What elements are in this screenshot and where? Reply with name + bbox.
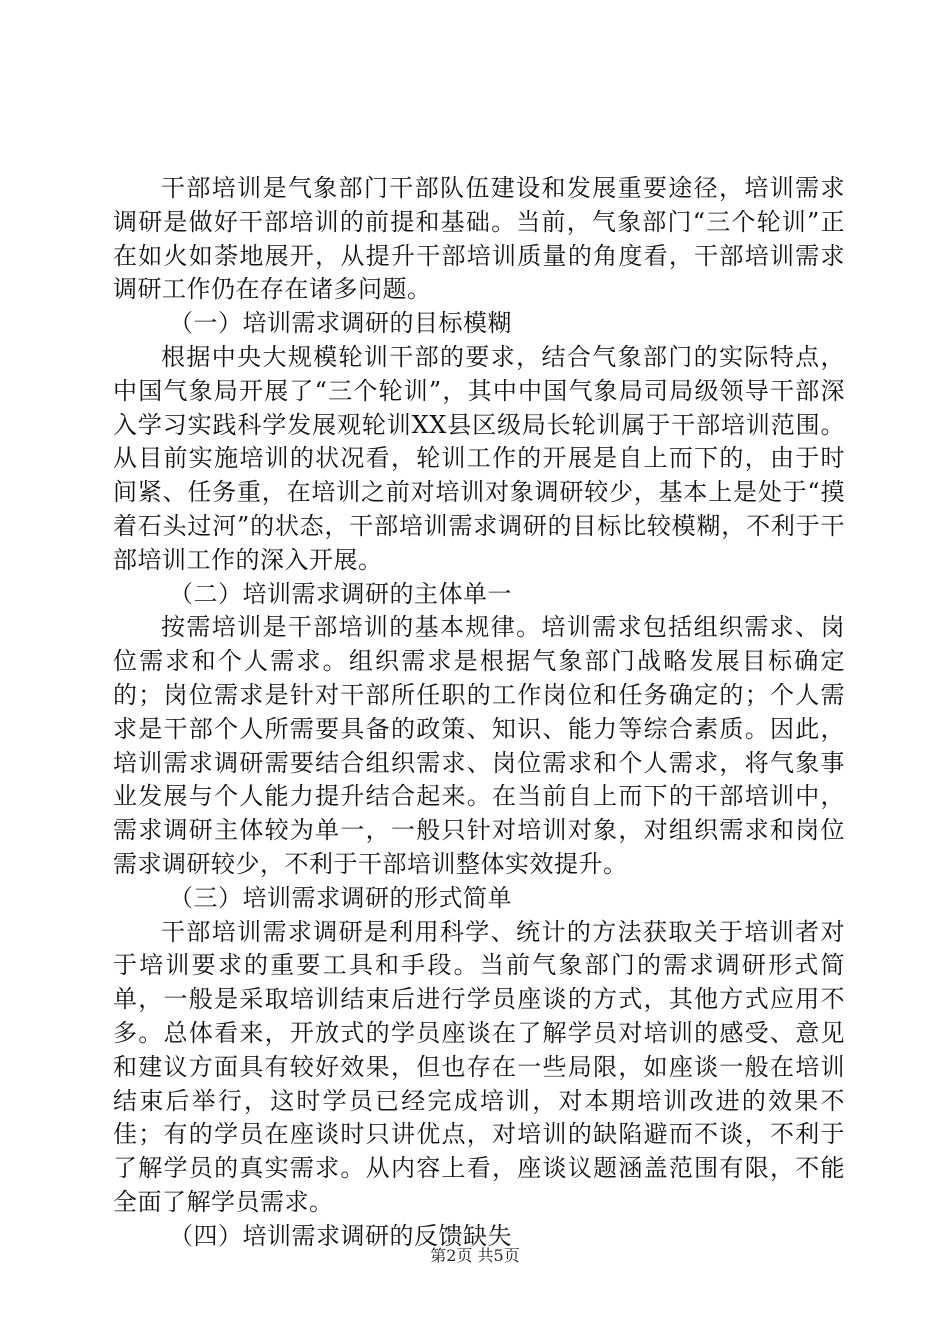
document-body	[113, 172, 845, 1254]
section-heading-4: （四）培训需求调研的反馈缺失	[169, 1221, 512, 1250]
section-heading-3: （三）培训需求调研的形式简单	[169, 883, 512, 912]
section-heading-1: （一）培训需求调研的目标模糊	[169, 309, 512, 338]
section-heading-2: （二）培训需求调研的主体单一	[169, 579, 512, 608]
paragraph-intro: 干部培训是气象部门干部队伍建设和发展重要途径，培训需求调研是做好干部培训的前提和基础。当前，气象部门“三个轮训”正在如火如荼地展开，从提升干部培训质量的角度看，干部培训需求调研工作仍在存在诸多问题。	[113, 174, 845, 304]
paragraph-section-1: 根据中央大规模轮训干部的要求，结合气象部门的实际特点，中国气象局开展了“三个轮训”，其中中国气象局司局级领导干部深入学习实践科学发展观轮训XX县区级局长轮训属于干部培训范围。从目前实施培训的状况看，轮训工作的开展是自上而下的，由于时间紧、任务重，在培训之前对培训对象调研较少，基本上是处于“摸着石头过河”的状态，干部培训需求调研的目标比较模糊，不利于干部培训工作的深入开展。	[113, 342, 845, 574]
paragraph-section-3: 干部培训需求调研是利用科学、统计的方法获取关于培训者对于培训要求的重要工具和手段。当前气象部门的需求调研形式简单，一般是采取培训结束后进行学员座谈的方式，其他方式应用不多。总体看来，开放式的学员座谈在了解学员对培训的感受、意见和建议方面具有较好效果，但也存在一些局限，如座谈一般在培训结束后举行，这时学员已经完成培训，对本期培训改进的效果不佳；有的学员在座谈时只讲优点，对培训的缺陷避而不谈，不利于了解学员的真实需求。从内容上看，座谈议题涵盖范围有限，不能全面了解学员需求。	[113, 917, 845, 1216]
paragraph-section-2: 按需培训是干部培训的基本规律。培训需求包括组织需求、岗位需求和个人需求。组织需求是根据气象部门战略发展目标确定的；岗位需求是针对干部所任职的工作岗位和任务确定的；个人需求是干部个人所需要具备的政策、知识、能力等综合素质。因此，培训需求调研需要结合组织需求、岗位需求和个人需求，将气象事业发展与个人能力提升结合起来。在当前自上而下的干部培训中，需求调研主体较为单一，一般只针对培训对象，对组织需求和岗位需求调研较少，不利于干部培训整体实效提升。	[113, 613, 845, 878]
page-footer: 第2页 共5页	[430, 1246, 520, 1265]
